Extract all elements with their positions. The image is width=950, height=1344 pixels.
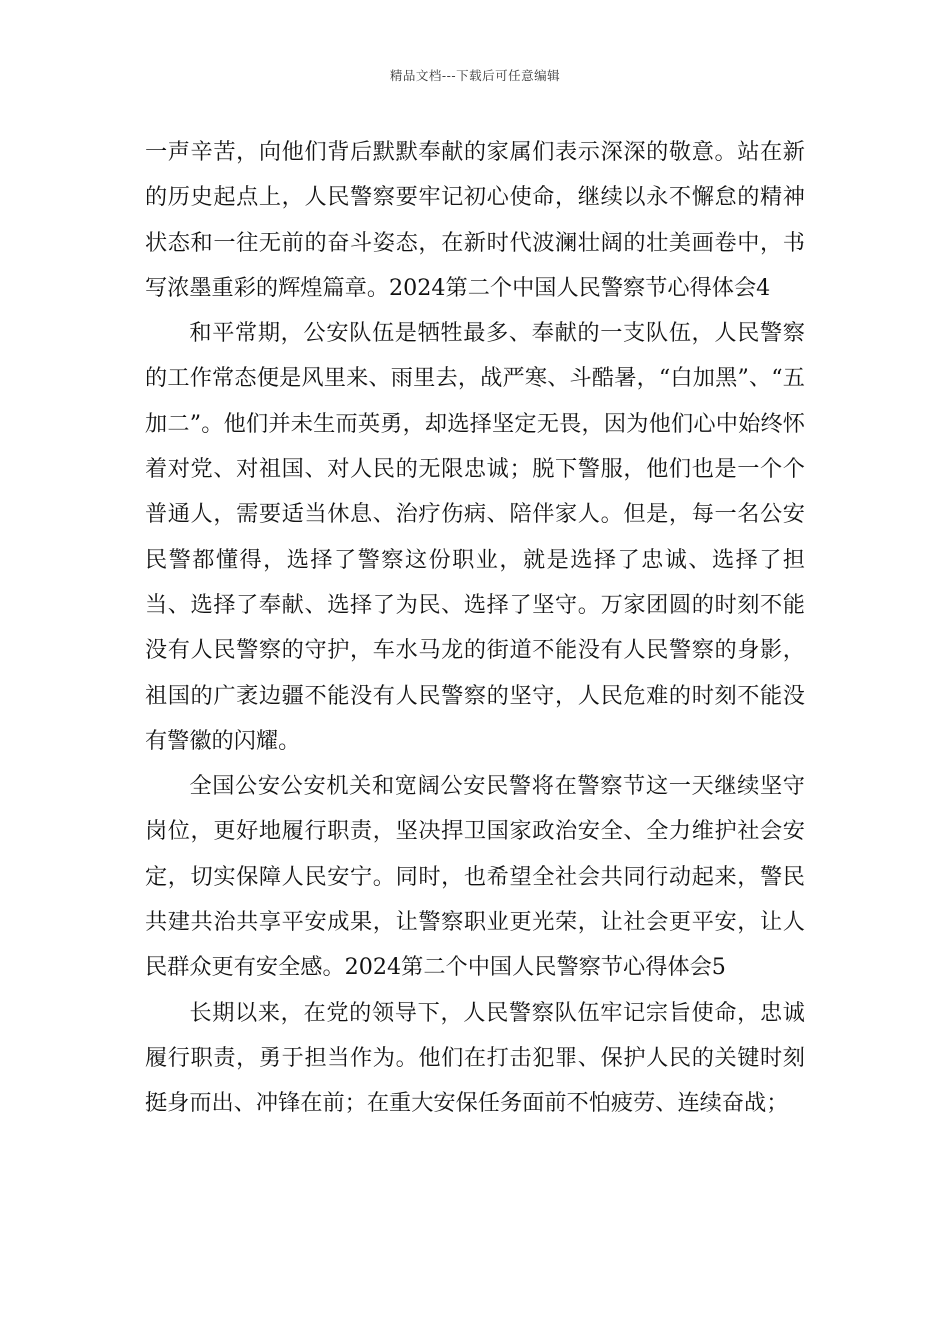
paragraph-1: 一声辛苦，向他们背后默默奉献的家属们表示深深的敬意。站在新的历史起点上，人民警察要牢记初心使命，继续以永不懈怠的精神状态和一往无前的奋斗姿态，在新时代波澜壮阔的壮美画卷中，书写浓墨重彩的辉煌篇章。2024第二个中国人民警察节心得体会4 [145,139,805,301]
paragraph-2: 和平常期，公安队伍是牺牲最多、奉献的一支队伍，人民警察的工作常态便是风里来、雨里去，战严寒、斗酷暑，“白加黑”、“五加二”。他们并未生而英勇，却选择坚定无畏，因为他们心中始终怀着对党、对祖国、对人民的无限忠诚；脱下警服，他们也是一个个普通人，需要适当休息、治疗伤病、陪伴家人。但是，每一名公安民警都懂得，选择了警察这份职业，就是选择了忠诚、选择了担当、选择了奉献、选择了为民、选择了坚守。万家团圆的时刻不能没有人民警察的守护，车水马龙的街道不能没有人民警察的身影，祖国的广袤边疆不能没有人民警察的坚守，人民危难的时刻不能没有警徽的闪耀。 [145,320,805,754]
paragraph-4: 长期以来，在党的领导下，人民警察队伍牢记宗旨使命，忠诚履行职责，勇于担当作为。他们在打击犯罪、保护人民的关键时刻挺身而出、冲锋在前；在重大安保任务面前不怕疲劳、连续奋战； [145,999,805,1117]
page-header: 精品文档---下载后可任意编辑 [389,68,561,83]
paragraph-3: 全国公安公安机关和宽阔公安民警将在警察节这一天继续坚守岗位，更好地履行职责，坚决捍卫国家政治安全、全力维护社会安定，切实保障人民安宁。同时，也希望全社会共同行动起来，警民共建共治共享平安成果，让警察职业更光荣，让社会更平安，让人民群众更有安全感。2024第二个中国人民警察节心得体会5 [145,773,805,981]
document-body [145,130,805,1127]
